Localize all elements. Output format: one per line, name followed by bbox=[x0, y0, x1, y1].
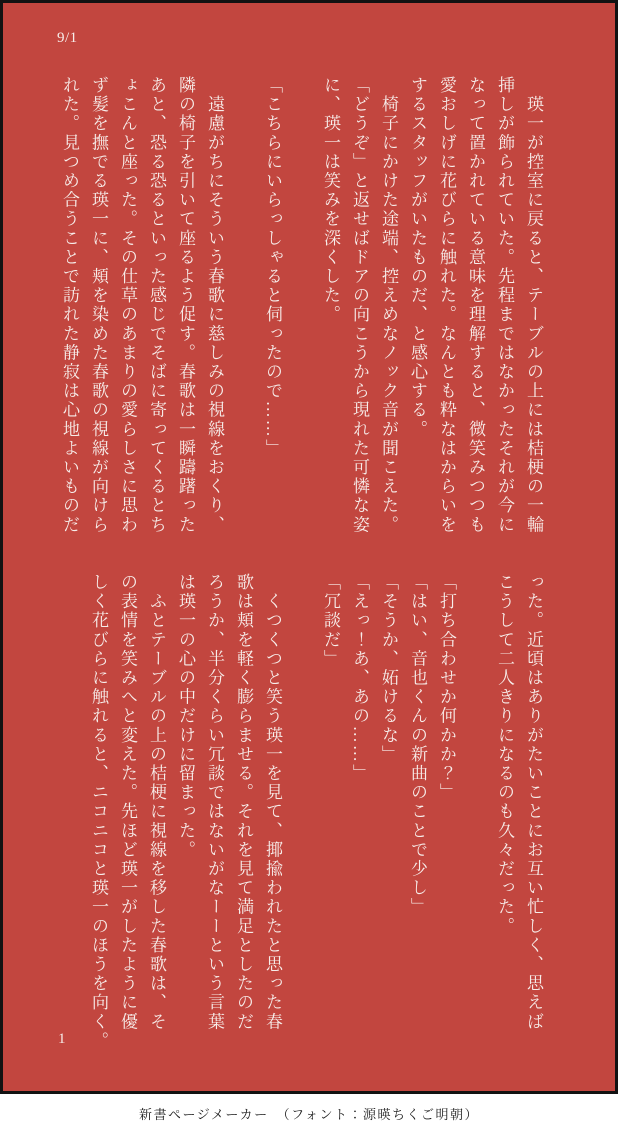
text-line: の表情を笑みへと変えた。先ほど瑛一がしたように優 bbox=[118, 573, 137, 1032]
text-line: 「冗談だ」 bbox=[321, 573, 340, 669]
text-line: 遠慮がちにそういう春歌に慈しみの視線をおくり、 bbox=[205, 76, 224, 535]
text-line: 椅子にかけた途端、控えめなノック音が聞こえた。 bbox=[379, 76, 398, 535]
text-line: 「打ち合わせか何かか？」 bbox=[437, 573, 456, 803]
text-line: 「はい、音也くんの新曲のことで少し」 bbox=[408, 573, 427, 917]
text-line: くつくつと笑う瑛一を見て、揶揄われたと思った春 bbox=[263, 573, 282, 1032]
upper-text-block bbox=[55, 76, 548, 538]
text-line: 「そうか、妬けるな」 bbox=[379, 573, 398, 764]
page-number: 1 bbox=[58, 1031, 66, 1047]
text-line: あと、恐る恐るといった感じでそばに寄ってくるとち bbox=[147, 76, 166, 535]
text-line: 「こちらにいらっしゃると伺ったので……」 bbox=[263, 76, 282, 458]
text-line: こうして二人きりになるのも久々だった。 bbox=[495, 573, 514, 936]
text-line: 歌は頬を軽く膨らませる。それを見て満足としたのだ bbox=[234, 573, 253, 1032]
text-line: ず髪を撫でる瑛一に、頬を染めた春歌の視線が向けら bbox=[89, 76, 108, 535]
text-line: 「どうぞ」と返せばドアの向こうから現れた可憐な姿 bbox=[350, 76, 369, 535]
text-line: った。近頃はありがたいことにお互い忙しく、思えば bbox=[524, 573, 543, 1032]
text-line: は瑛一の心の中だけに留まった。 bbox=[176, 573, 195, 860]
text-line: するスタッフがいたものだ、と感心する。 bbox=[408, 76, 427, 439]
text-line: しく花びらに触れると、ニコニコと瑛一のほうを向く。 bbox=[89, 573, 108, 1051]
text-line: れた。見つめ合うことで訪れた静寂は心地よいものだ bbox=[60, 76, 79, 535]
text-line: ろうか、半分くらい冗談ではないがなーーという言葉 bbox=[205, 573, 224, 1032]
text-line: ふとテーブルの上の桔梗に視線を移した春歌は、そ bbox=[147, 573, 166, 1032]
caption-text: 新書ページメーカー （フォント：源暎ちくご明朝） bbox=[139, 1106, 479, 1122]
text-line: 「えっ！あ、あの……」 bbox=[350, 573, 369, 784]
caption-bar bbox=[0, 1094, 618, 1132]
text-line bbox=[287, 76, 316, 538]
text-line: なって置かれている意味を理解すると、微笑みつつも bbox=[466, 76, 485, 535]
text-line bbox=[229, 76, 258, 538]
text-line: 挿しが飾られていた。先程まではなかったそれが今に bbox=[495, 76, 514, 535]
text-line bbox=[461, 573, 490, 1035]
text-line bbox=[287, 573, 316, 1035]
text-line: 隣の椅子を引いて座るよう促す。春歌は一瞬躊躇った bbox=[176, 76, 195, 535]
text-line: ょこんと座った。その仕草のあまりの愛らしさに思わ bbox=[118, 76, 137, 535]
page-indicator: 9/1 bbox=[57, 30, 78, 46]
text-line: 瑛一が控室に戻ると、テーブルの上には桔梗の一輪 bbox=[524, 76, 543, 535]
text-line: に、瑛一は笑みを深くした。 bbox=[321, 76, 340, 325]
text-line: 愛おしげに花びらに触れた。なんとも粋なはからいを bbox=[437, 76, 456, 535]
lower-text-block bbox=[84, 573, 548, 1051]
